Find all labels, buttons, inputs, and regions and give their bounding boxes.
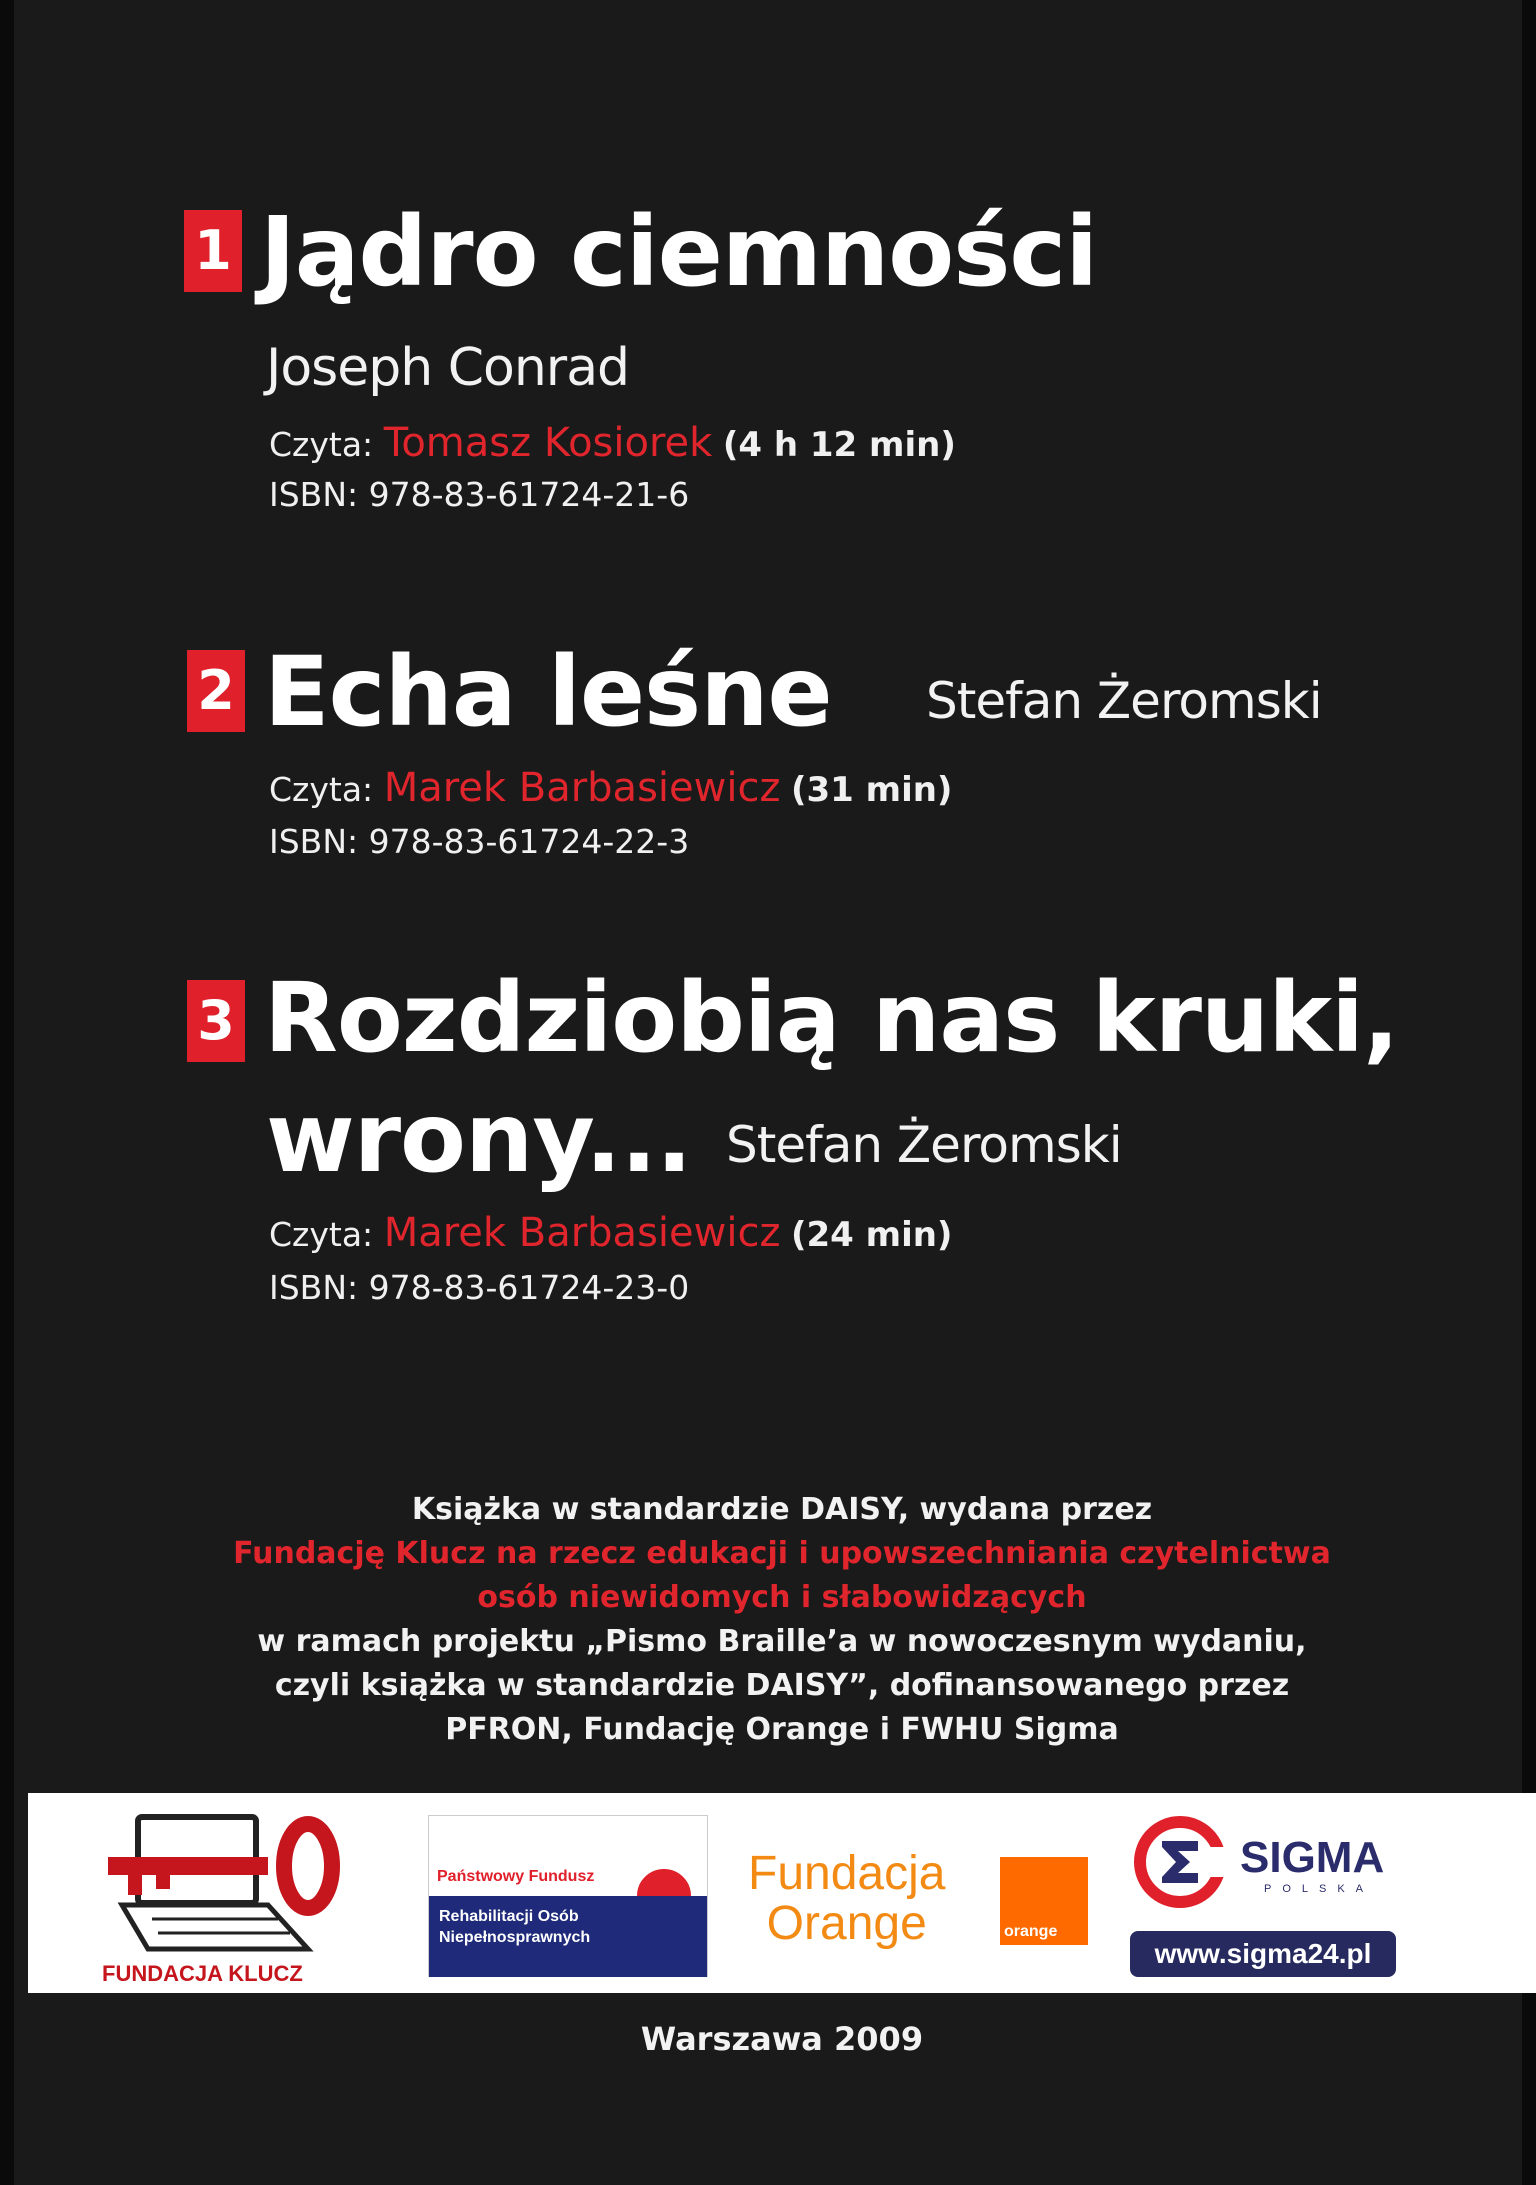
orange-square-logo <box>1000 1857 1088 1945</box>
orange-line: Orange <box>766 1897 927 1950</box>
sponsor-logos <box>28 1793 1536 1993</box>
orange-square-label: orange <box>1004 1923 1058 1940</box>
reader-name: Marek Barbasiewicz <box>383 765 781 811</box>
pfron-logo <box>428 1815 708 1977</box>
duration: (24 min) <box>790 1215 953 1255</box>
book-reader-line <box>269 765 952 811</box>
klucz-logo-label: FUNDACJA KLUCZ <box>102 1961 303 1986</box>
pfron-blue-band <box>429 1896 707 1977</box>
reader-label: Czyta: <box>269 770 374 809</box>
book-title: Jądro ciemności <box>260 196 1098 308</box>
sigma-url-badge: www.sigma24.pl <box>1130 1931 1396 1977</box>
orange-foundation-logo <box>748 1849 945 1949</box>
pfron-label: Państwowy Fundusz <box>437 1868 595 1885</box>
pfron-line: Rehabilitacji Osób <box>439 1908 579 1925</box>
laptop-key-icon <box>108 1809 358 1959</box>
credits-foundation: Fundację Klucz na rzecz edukacji i upowszechniania czytelnictwa <box>233 1536 1331 1571</box>
reader-label: Czyta: <box>269 425 374 464</box>
book-number-badge: 3 <box>187 980 245 1062</box>
credits-line: w ramach projektu „Pismo Braille’a w nowoczesnym wydaniu, <box>257 1624 1307 1659</box>
book-author: Stefan Żeromski <box>926 672 1322 730</box>
credits <box>14 1488 1536 1752</box>
duration: (31 min) <box>790 770 953 810</box>
sigma-icon <box>1128 1807 1238 1917</box>
isbn: ISBN: 978-83-61724-23-0 <box>269 1268 690 1307</box>
isbn: ISBN: 978-83-61724-21-6 <box>269 475 690 514</box>
credits-line: Książka w standardzie DAISY, wydana przez <box>411 1492 1153 1527</box>
book-author: Joseph Conrad <box>266 338 630 398</box>
book-author: Stefan Żeromski <box>726 1116 1122 1174</box>
pfron-line: Niepełnosprawnych <box>439 1929 591 1946</box>
book-title-line1: Rozdziobią nas kruki, <box>264 962 1399 1074</box>
book-reader-line <box>269 420 956 466</box>
isbn: ISBN: 978-83-61724-22-3 <box>269 822 690 861</box>
sigma-logo-name: SIGMA <box>1240 1833 1385 1882</box>
book-number-badge: 2 <box>187 650 245 732</box>
reader-name: Tomasz Kosiorek <box>383 420 713 466</box>
reader-label: Czyta: <box>269 1215 374 1254</box>
credits-line: PFRON, Fundację Orange i FWHU Sigma <box>445 1712 1119 1747</box>
book-number-badge: 1 <box>184 210 242 292</box>
reader-name: Marek Barbasiewicz <box>383 1210 781 1256</box>
book-reader-line <box>269 1210 952 1256</box>
sigma-logo-sub: POLSKA <box>1264 1883 1375 1895</box>
credits-line: czyli książka w standardzie DAISY”, dofinansowanego przez <box>274 1668 1290 1703</box>
orange-line: Fundacja <box>748 1847 946 1900</box>
credits-foundation: osób niewidomych i słabowidzących <box>477 1580 1087 1615</box>
duration: (4 h 12 min) <box>722 425 956 465</box>
pfron-text <box>439 1906 590 1948</box>
footer-place-year: Warszawa 2009 <box>640 2020 924 2058</box>
book-title: Echa leśne <box>264 636 832 748</box>
book-title-line2: wrony... <box>266 1082 692 1194</box>
